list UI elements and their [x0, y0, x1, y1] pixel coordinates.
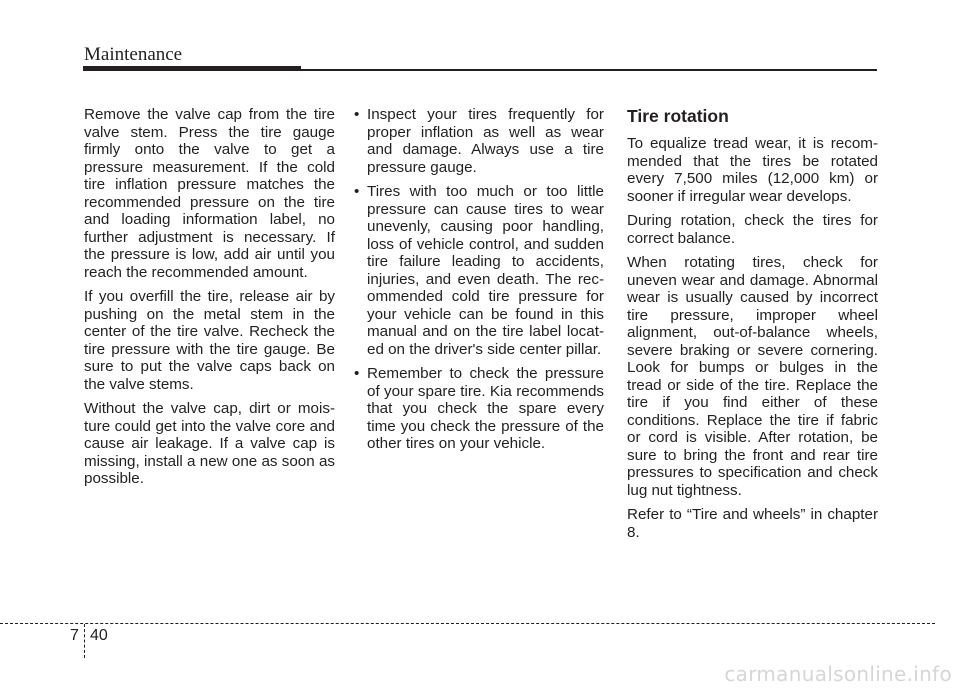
header-rule-thick	[83, 66, 301, 71]
bullet-icon: •	[354, 183, 360, 200]
list-item-text: Tires with too much or too little pressure can cause tires to wear unevenly, causing poor handling, loss of vehicle control, and sudden tire failure leading to accidents, injuries, and even death. The recommended cold tire pressure for your vehicle can be found in this manual and on the tire label located on the driver's side center pillar.	[367, 183, 604, 358]
footer-dashed-rule	[0, 623, 935, 624]
paragraph-uneven-wear: When rotating tires, check for uneven wear and damage. Abnormal wear is usually caused by incorrect tire pressure, improper wheel alignment, out-of-balance wheels, severe braking or severe cornering. Look for bumps or bulges in the tread or side of the tire. Replace the tire if you find either of these conditions. Replace the tire if fabric or cord is visible. After rotation, be sure to bring the front and rear tire pressures to specification and check lug nut tightness.	[627, 254, 878, 499]
list-item	[354, 365, 604, 453]
watermark-text: carmanualsonline.info	[724, 662, 952, 686]
tire-tips-list	[354, 106, 604, 453]
list-item-text: Remember to check the pressure of your spare tire. Kia recommends that you check the spare every time you check the pressure of the other tires on your vehicle.	[367, 365, 604, 452]
paragraph-rotation-interval: To equalize tread wear, it is recommended that the tires be rotated every 7,500 miles (12,000 km) or sooner if irregular wear develops.	[627, 135, 878, 205]
paragraph-balance: During rotation, check the tires for correct balance.	[627, 212, 878, 247]
list-item	[354, 106, 604, 176]
list-item	[354, 183, 604, 358]
paragraph-refer-chapter: Refer to “Tire and wheels” in chapter 8.	[627, 506, 878, 541]
column-1	[84, 106, 335, 495]
column-2	[354, 106, 604, 460]
paragraph-check-pressure: Remove the valve cap from the tire valve stem. Press the tire gauge firmly onto the valve to get a pressure measurement. If the cold tire inflation pressure matches the recommended pressure on the tire and loading information label, no further adjustment is necessary. If the pressure is low, add air until you reach the recommended amount.	[84, 106, 335, 281]
page-header-title: Maintenance	[84, 44, 183, 65]
column-3	[627, 106, 878, 548]
footer-dashed-divider	[84, 624, 85, 658]
bullet-icon: •	[354, 365, 360, 382]
section-title-tire-rotation: Tire rotation	[627, 106, 729, 126]
header-rule-thin	[301, 69, 877, 71]
bullet-icon: •	[354, 106, 360, 123]
paragraph-valve-cap: Without the valve cap, dirt or moisture could get into the valve core and cause air leakage. If a valve cap is missing, install a new one as soon as possible.	[84, 400, 335, 487]
page-number: 40	[90, 627, 108, 644]
paragraph-overfill: If you overfill the tire, release air by pushing on the metal stem in the center of the tire valve. Recheck the tire pressure with the tire gauge. Be sure to put the valve caps back on the valve stems.	[84, 288, 335, 393]
chapter-number: 7	[70, 627, 79, 644]
list-item-text: Inspect your tires frequently for proper inflation as well as wear and damage. Always use a tire pressure gauge.	[367, 106, 604, 176]
